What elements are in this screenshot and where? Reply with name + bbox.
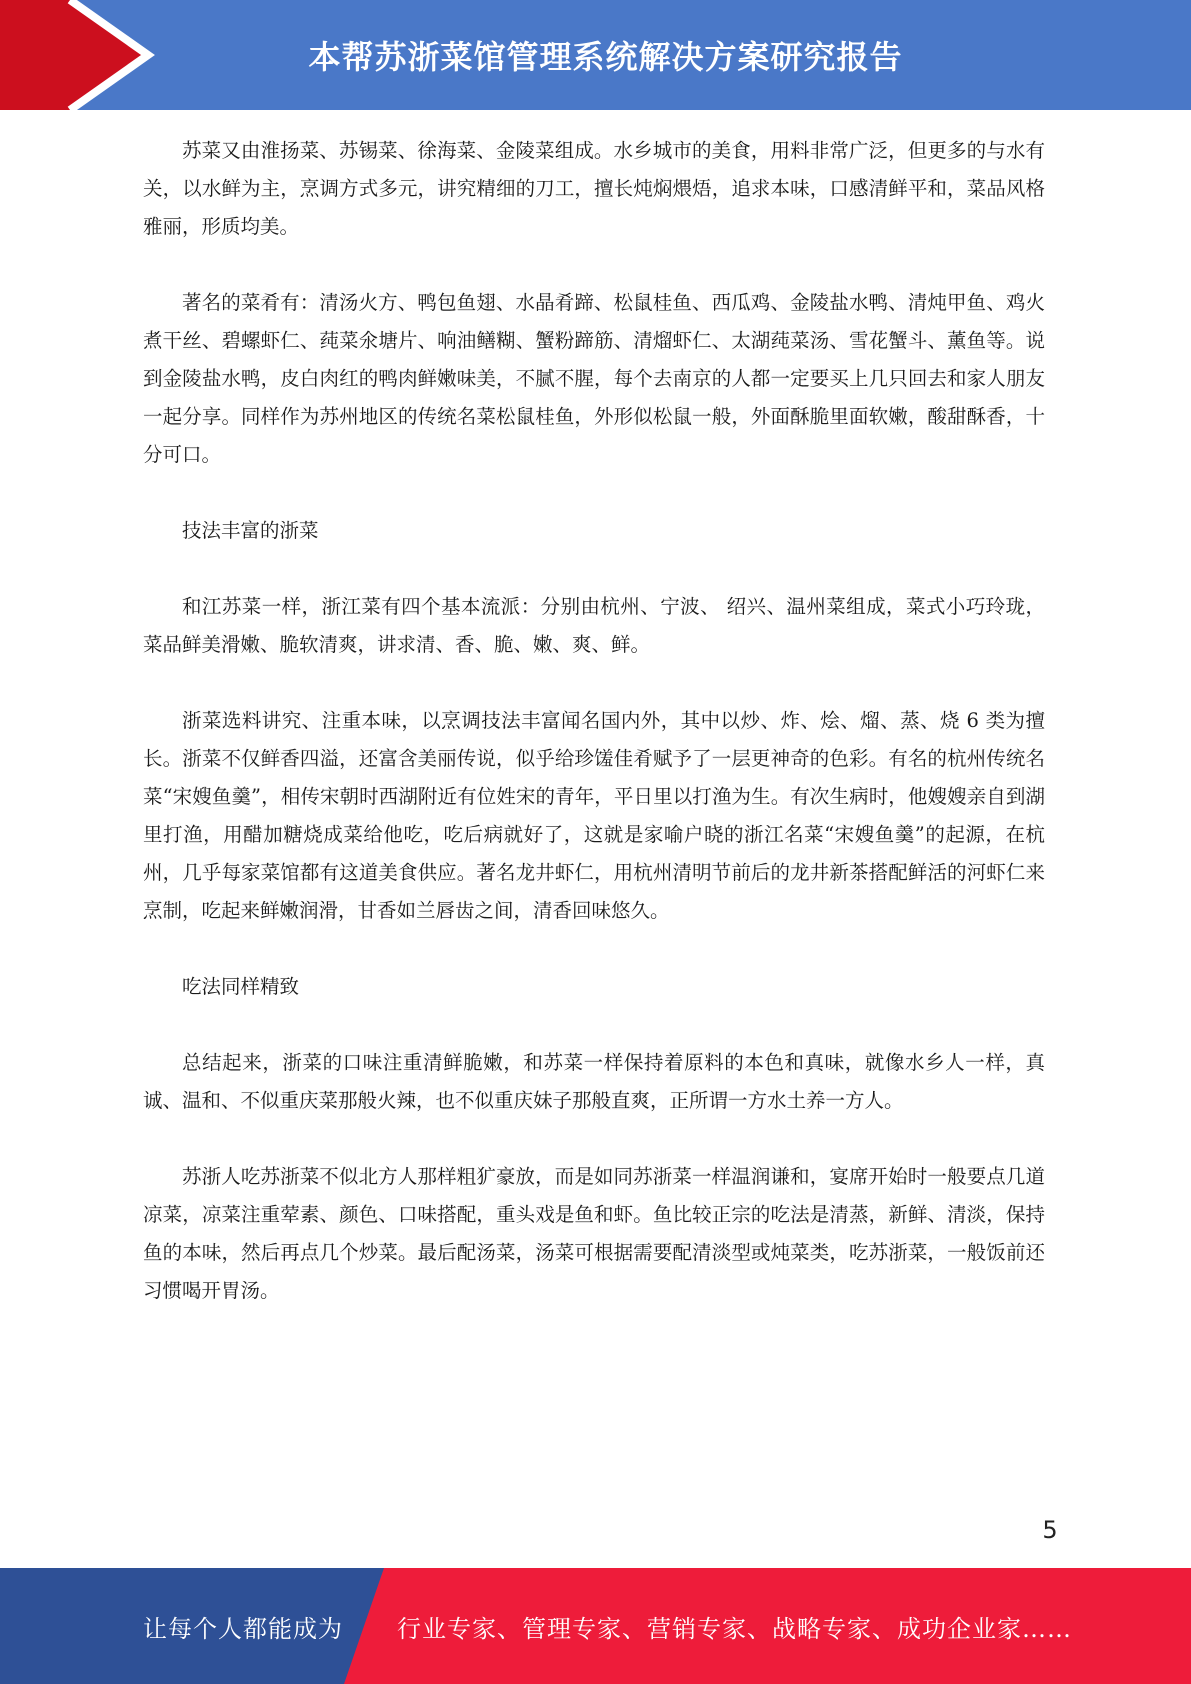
- page-number: 5: [1042, 1516, 1058, 1544]
- paragraph-zhe-schools: 和江苏菜一样，浙江菜有四个基本流派：分别由杭州、宁波、 绍兴、温州菜组成，菜式小巧玲珑，菜品鲜美滑嫩、脆软清爽，讲求清、香、脆、嫩、爽、鲜。: [143, 595, 1045, 656]
- paragraph-famous-dishes: 著名的菜肴有：清汤火方、鸭包鱼翅、水晶肴蹄、松鼠桂鱼、西瓜鸡、金陵盐水鸭、清炖甲鱼、鸡火煮干丝、碧螺虾仁、莼菜氽塘片、响油鳝糊、蟹粉蹄筋、清熘虾仁、太湖莼菜汤、雪花蟹斗、薰鱼等。说到金陵盐水鸭，皮白肉红的鸭肉鲜嫩味美，不腻不腥，每个去南京的人都一定要买上几只回去和家人朋友一起分享。同样作为苏州地区的传统名菜松鼠桂鱼，外形似松鼠一般，外面酥脆里面软嫩，酸甜酥香，十分可口。: [143, 291, 1045, 466]
- paragraph-dining-custom: 苏浙人吃苏浙菜不似北方人那样粗犷豪放，而是如同苏浙菜一样温润谦和，宴席开始时一般要点几道凉菜，凉菜注重荤素、颜色、口味搭配，重头戏是鱼和虾。鱼比较正宗的吃法是清蒸，新鲜、清淡，保持鱼的本味，然后再点几个炒菜。最后配汤菜，汤菜可根据需要配清淡型或炖菜类，吃苏浙菜，一般饭前还习惯喝开胃汤。: [143, 1165, 1045, 1302]
- paragraph-flavor-summary: 总结起来，浙菜的口味注重清鲜脆嫩，和苏菜一样保持着原料的本色和真味，就像水乡人一样，真诚、温和、不似重庆菜那般火辣，也不似重庆妹子那般直爽，正所谓一方水土养一方人。: [143, 1051, 1045, 1112]
- section-heading-zhe-cuisine: 技法丰富的浙菜: [182, 519, 319, 542]
- paragraph-su-cuisine-intro: 苏菜又由淮扬菜、苏锡菜、徐海菜、金陵菜组成。水乡城市的美食，用料非常广泛，但更多的与水有关，以水鲜为主，烹调方式多元，讲究精细的刀工，擅长炖焖煨焐，追求本味，口感清鲜平和，菜品风格雅丽，形质均美。: [143, 139, 1045, 238]
- document-title: 本帮苏浙菜馆管理系统解决方案研究报告: [308, 38, 903, 76]
- footer-slogan-right: 行业专家、管理专家、营销专家、战略专家、成功企业家……: [397, 1614, 1072, 1643]
- footer-slogan-left: 让每个人都能成为: [143, 1614, 343, 1643]
- report-body: [143, 132, 1045, 1348]
- footer-banner: [0, 1568, 1191, 1684]
- paragraph-zhe-techniques: 浙菜选料讲究、注重本味，以烹调技法丰富闻名国内外，其中以炒、炸、烩、熘、蒸、烧 6 类为擅长。浙菜不仅鲜香四溢，还富含美丽传说，似乎给珍馐佳肴赋予了一层更神奇的色彩。有名的杭州传统名菜“宋嫂鱼羹”，相传宋朝时西湖附近有位姓宋的青年，平日里以打渔为生。有次生病时，他嫂嫂亲自到湖里打渔，用醋加糖烧成菜给他吃，吃后病就好了，这就是家喻户晓的浙江名菜“宋嫂鱼羹”的起源，在杭州，几乎每家菜馆都有这道美食供应。著名龙井虾仁，用杭州清明节前后的龙井新茶搭配鲜活的河虾仁来烹制，吃起来鲜嫩润滑，甘香如兰唇齿之间，清香回味悠久。: [143, 709, 1045, 922]
- header-banner: [0, 0, 1191, 110]
- section-heading-eating-style: 吃法同样精致: [182, 975, 300, 998]
